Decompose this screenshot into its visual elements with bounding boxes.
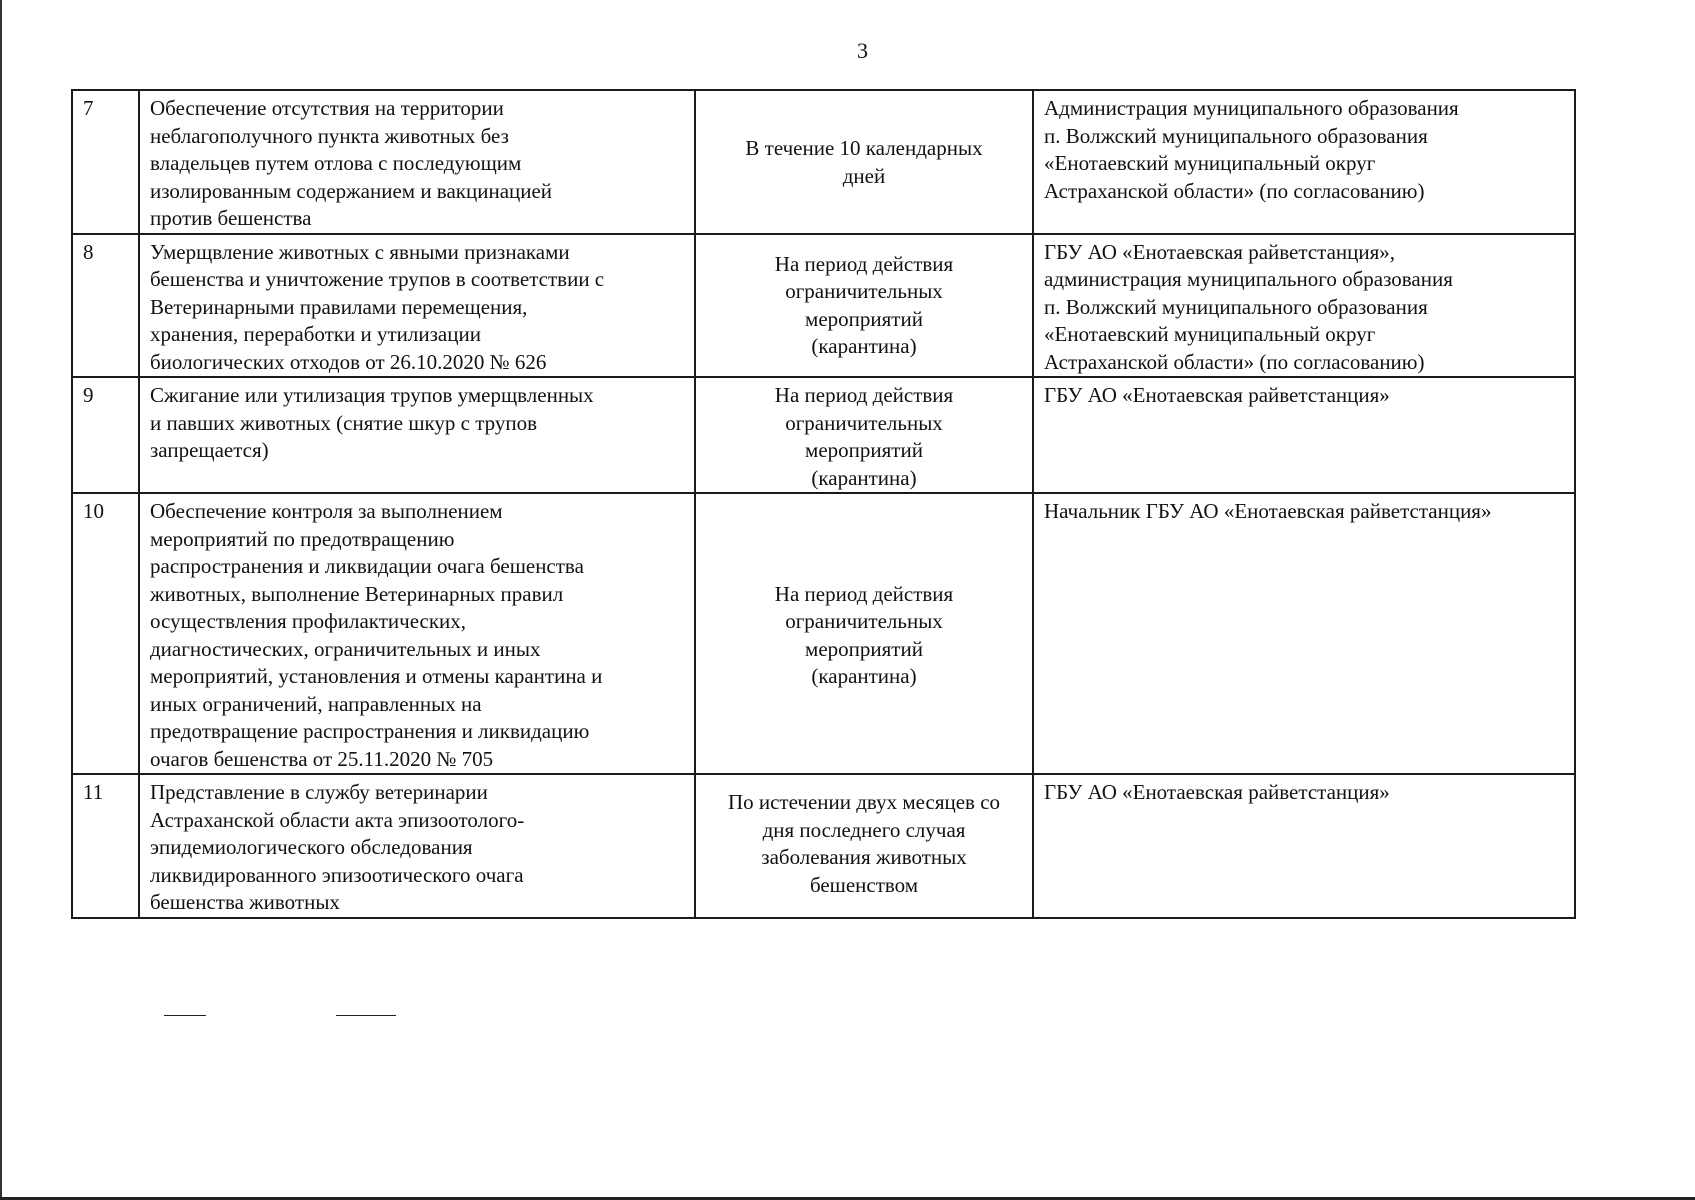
responsible-text: Администрация муниципального образования п. Волжский муниципального образования «Енотаевский муниципальный округ Астраханской области» (по согласованию) [1044,96,1459,203]
measure-text: Представление в службу ветеринарии Астраханской области акта эпизоотолого- эпидемиологического обследования ликвидированного эпизоотического очага бешенства животных [150,780,525,914]
signature-line-left [164,1015,206,1016]
responsible-cell [1033,493,1575,774]
measure-cell [139,234,695,378]
measure-cell [139,774,695,918]
row-number: 9 [72,377,139,493]
signature-line-right [336,1015,396,1016]
responsible-text: ГБУ АО «Енотаевская райветстанция», администрация муниципального образования п. Волжский муниципального образования «Енотаевский муниципальный округ Астраханской области» (по согласованию) [1044,239,1453,374]
responsible-text: ГБУ АО «Енотаевская райветстанция» [1044,780,1390,804]
term-text: На период действия ограничительных мероприятий (карантина) [774,251,954,358]
table-row [72,234,1575,378]
term-cell [695,774,1033,918]
measure-cell [139,90,695,234]
responsible-text: ГБУ АО «Енотаевская райветстанция» [1044,383,1390,407]
responsible-text: Начальник ГБУ АО «Енотаевская райветстанция» [1044,499,1492,523]
term-text: По истечении двух месяцев со дня последнего случая заболевания животных бешенством [727,790,1001,897]
table-row [72,377,1575,493]
measure-text: Сжигание или утилизация трупов умерщвленных и павших животных (снятие шкур с трупов запрещается) [150,383,594,462]
row-number: 8 [72,234,139,378]
measure-cell [139,377,695,493]
row-number: 11 [72,774,139,918]
measure-text: Умерщвление животных с явными признаками бешенства и уничтожение трупов в соответствии с Ветеринарными правилами перемещения, хранения, переработки и утилизации биологических отходов от 26.10.2020 № 626 [150,239,605,374]
measure-text: Обеспечение отсутствия на территории неблагополучного пункта животных без владельцев путем отлова с последующим изолированным содержанием и вакцинацией против бешенства [150,96,553,230]
responsible-cell [1033,377,1575,493]
table-row [72,493,1575,774]
term-cell [695,493,1033,774]
term-text: В течение 10 календарных дней [745,136,983,188]
term-cell [695,90,1033,234]
row-number: 10 [72,493,139,774]
scan-left-edge [0,0,2,1200]
responsible-cell [1033,90,1575,234]
table-row [72,774,1575,918]
responsible-cell [1033,774,1575,918]
measures-table [71,89,1576,919]
row-number: 7 [72,90,139,234]
responsible-cell [1033,234,1575,378]
measure-text: Обеспечение контроля за выполнением мероприятий по предотвращению распространения и ликвидации очага бешенства животных, выполнение Ветеринарных правил осуществления профилактических, диагностических, ограничительных и иных мероприятий, установления и отмены карантина и иных ограничений, направленных на предотвращение распространения и ликвидацию очагов бешенства от 25.11.2020 № 705 [150,499,603,771]
term-text: На период действия ограничительных мероприятий (карантина) [774,383,954,490]
page-number: 3 [857,38,868,63]
term-text: На период действия ограничительных мероприятий (карантина) [774,581,954,688]
table-row [72,90,1575,234]
term-cell [695,234,1033,378]
measure-cell [139,493,695,774]
term-cell [695,377,1033,493]
